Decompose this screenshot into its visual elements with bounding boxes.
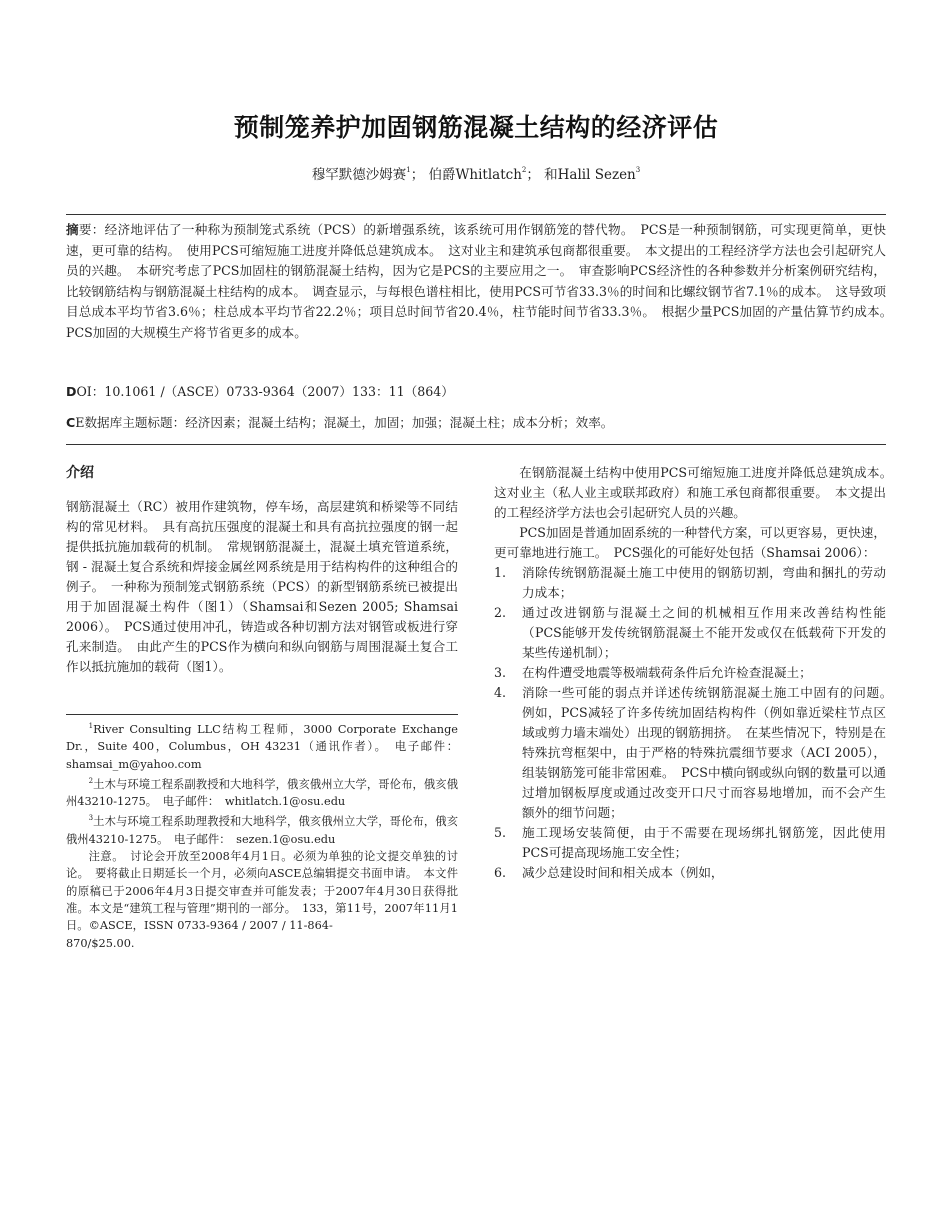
footnotes bbox=[66, 718, 458, 952]
abstract-lead: 摘 bbox=[66, 222, 79, 237]
intro-paragraph-1: 钢筋混凝土（RC）被用作建筑物，停车场，高层建筑和桥梁等不同结构的常见材料。 具有高抗压强度的混凝土和具有高抗拉强度的钢一起提供抵抗施加载荷的机制。 常规钢筋混凝土，混凝土填充管道系统，钢 - 混凝土复合系统和焊接金属丝网系统是用于结构构件的这种组合的例子。 一种称为预制笼式钢筋系统（PCS）的新型钢筋系统已被提出用于加固混凝土构件（图1）（Shamsai和Sezen 2005; Shamsai 2006）。 PCS通过使用冲孔，铸造或各种切割方法对钢管或板进行穿孔来制造。 由此产生的PCS作为横向和纵向钢筋与周围混凝土复合工作以抵抗施加的载荷（图1）。 bbox=[66, 499, 458, 674]
abstract-text: 要：经济地评估了一种称为预制笼式系统（PCS）的新增强系统，该系统可用作钢筋笼的替代物。 PCS是一种预制钢筋，可实现更简单，更快速，更可靠的结构。 使用PCS可缩短施工进度并降低总建筑成本。 这对业主和建筑承包商都很重要。 本文提出的工程经济学方法也会引起研究人员的兴趣。 本研究考虑了PCS加固柱的钢筋混凝土结构，因为它是PCS的主要应用之一。 审查影响PCS经济性的各种参数并分析案例研究结构，比较钢筋结构与钢筋混凝土柱结构的成本。 调查显示，与每根色谱柱相比，使用PCS可节省33.3％的时间和比螺纹钢节省7.1％的成本。 这导致项目总成本平均节省3.6％；柱总成本平均节省22.2％；项目总时间节省20.4％，柱节能时间节省33.3％。 根据少量PCS加固的产量估算节约成本。 PCS加固的大规模生产将节省更多的成本。 bbox=[66, 222, 899, 340]
body-top-rule bbox=[66, 444, 886, 445]
list-item-text: 减少总建设时间和相关成本（例如， bbox=[522, 865, 724, 880]
footnote-2-text: 土木与环境工程系副教授和大地科学，俄亥俄州立大学，哥伦布，俄亥俄州43210-1275。 电子邮件： whitlatch.1@osu.edu bbox=[66, 777, 458, 809]
list-item-number: 2. bbox=[494, 605, 507, 620]
list-item-number: 4. bbox=[494, 685, 507, 700]
author-3-affiliation-mark: 3 bbox=[635, 166, 641, 174]
left-column bbox=[66, 463, 458, 677]
subject-text: E数据库主题标题：经济因素；混凝土结构；混凝土，加固；加强；混凝土柱；成本分析；效率。 bbox=[75, 415, 614, 430]
list-item-text: 通过改进钢筋与混凝土之间的机械相互作用来改善结构性能（PCS能够开发传统钢筋混凝土不能开发或仅在低载荷下开发的某些传递机制）； bbox=[522, 605, 886, 660]
footnote-1-mark: 1 bbox=[88, 722, 94, 730]
author-1: 穆罕默德沙姆赛 bbox=[311, 167, 407, 183]
list-item-text: 消除一些可能的弱点并详述传统钢筋混凝土施工中固有的问题。 例如，PCS减轻了许多传统加固结构构件（例如靠近梁柱节点区域或剪力墙末端处）出现的钢筋拥挤。 在某些情况下，特别是在特殊抗弯框架中，由于严格的特殊抗震细节要求（ACI 2005），组装钢筋笼可能非常困难。 PCS中横向钢或纵向钢的数量可以通过增加钢板厚度或通过改变开口尺寸而容易地增加，而不会产生额外的细节问题； bbox=[522, 685, 899, 820]
price-code: 870/$25.00. bbox=[66, 936, 135, 950]
doi-lead: D bbox=[66, 384, 77, 399]
list-item-text: 消除传统钢筋混凝土施工中使用的钢筋切割，弯曲和捆扎的劳动力成本； bbox=[522, 565, 886, 600]
footnote-2 bbox=[66, 773, 458, 811]
list-item bbox=[494, 863, 886, 883]
subject-lead: C bbox=[66, 415, 76, 430]
list-item-number: 3. bbox=[494, 665, 507, 680]
right-paragraph-2: PCS加固是普通加固系统的一种替代方案，可以更容易，更快速，更可靠地进行施工。 PCS强化的可能好处包括（Shamsai 2006）： bbox=[494, 525, 886, 560]
list-item-number: 6. bbox=[494, 865, 507, 880]
footnote-rule bbox=[66, 714, 458, 715]
list-item-number: 5. bbox=[494, 825, 507, 840]
author-3: ； 和Halil Sezen bbox=[526, 167, 636, 183]
list-item bbox=[494, 603, 886, 663]
doi-line bbox=[66, 381, 886, 400]
intro-heading: 介绍 bbox=[66, 465, 94, 481]
paper-title: 预制笼养护加固钢筋混凝土结构的经济评估 bbox=[233, 113, 719, 142]
list-item bbox=[494, 663, 886, 683]
footnote-2-mark: 2 bbox=[88, 776, 94, 785]
right-paragraph-1: 在钢筋混凝土结构中使用PCS可缩短施工进度并降低总建筑成本。 这对业主（私人业主或联邦政府）和施工承包商都很重要。 本文提出的工程经济学方法也会引起研究人员的兴趣。 bbox=[494, 465, 899, 520]
list-item-text: 施工现场安装简便，由于不需要在现场绑扎钢筋笼，因此使用PCS可提高现场施工安全性； bbox=[522, 825, 886, 860]
abstract-top-rule bbox=[66, 214, 886, 215]
author-line bbox=[0, 163, 952, 183]
footnote-3-text: 土木与环境工程系助理教授和大地科学，俄亥俄州立大学，哥伦布，俄亥俄州43210-1275。 电子邮件： sezen.1@osu.edu bbox=[66, 815, 458, 846]
list-item bbox=[494, 683, 899, 823]
benefits-list bbox=[494, 563, 899, 883]
footnote-1-text: River Consulting LLC结构工程师，3000 Corporate Exchange Dr.，Suite 400，Columbus，OH 43231（通讯作者）。 电子邮件：shamsai_m@yahoo.com bbox=[66, 723, 458, 771]
author-1-affiliation-mark: 1 bbox=[406, 166, 411, 174]
footnote-3 bbox=[66, 810, 458, 848]
abstract bbox=[66, 220, 899, 343]
footnote-3-mark: 3 bbox=[88, 814, 94, 823]
footnote-1 bbox=[66, 718, 458, 773]
author-2-affiliation-mark: 2 bbox=[521, 166, 527, 174]
list-item bbox=[494, 563, 886, 603]
doi-text: OI：10.1061 /（ASCE）0733-9364（2007）133：11（864） bbox=[76, 384, 454, 399]
subject-headings bbox=[66, 412, 886, 431]
list-item-number: 1. bbox=[494, 565, 507, 580]
list-item bbox=[494, 823, 886, 863]
list-item-text: 在构件遭受地震等极端载荷条件后允许检查混凝土； bbox=[522, 665, 812, 680]
discussion-note: 注意。 讨论会开放至2008年4月1日。必须为单独的论文提交单独的讨论。 要将截止日期延长一个月，必须向ASCE总编辑提交书面申请。 本文件的原稿已于2006年4月3日提交审查并可能发表；于2007年4月30日获得批准。本文是“建筑工程与管理”期刊的一部分。 133，第11号，2007年11月1日。©ASCE，ISSN 0733-9364 / 2007 / 11-864- bbox=[66, 850, 458, 933]
right-column bbox=[494, 463, 899, 883]
author-2: ； 伯爵Whitlatch bbox=[410, 167, 522, 183]
